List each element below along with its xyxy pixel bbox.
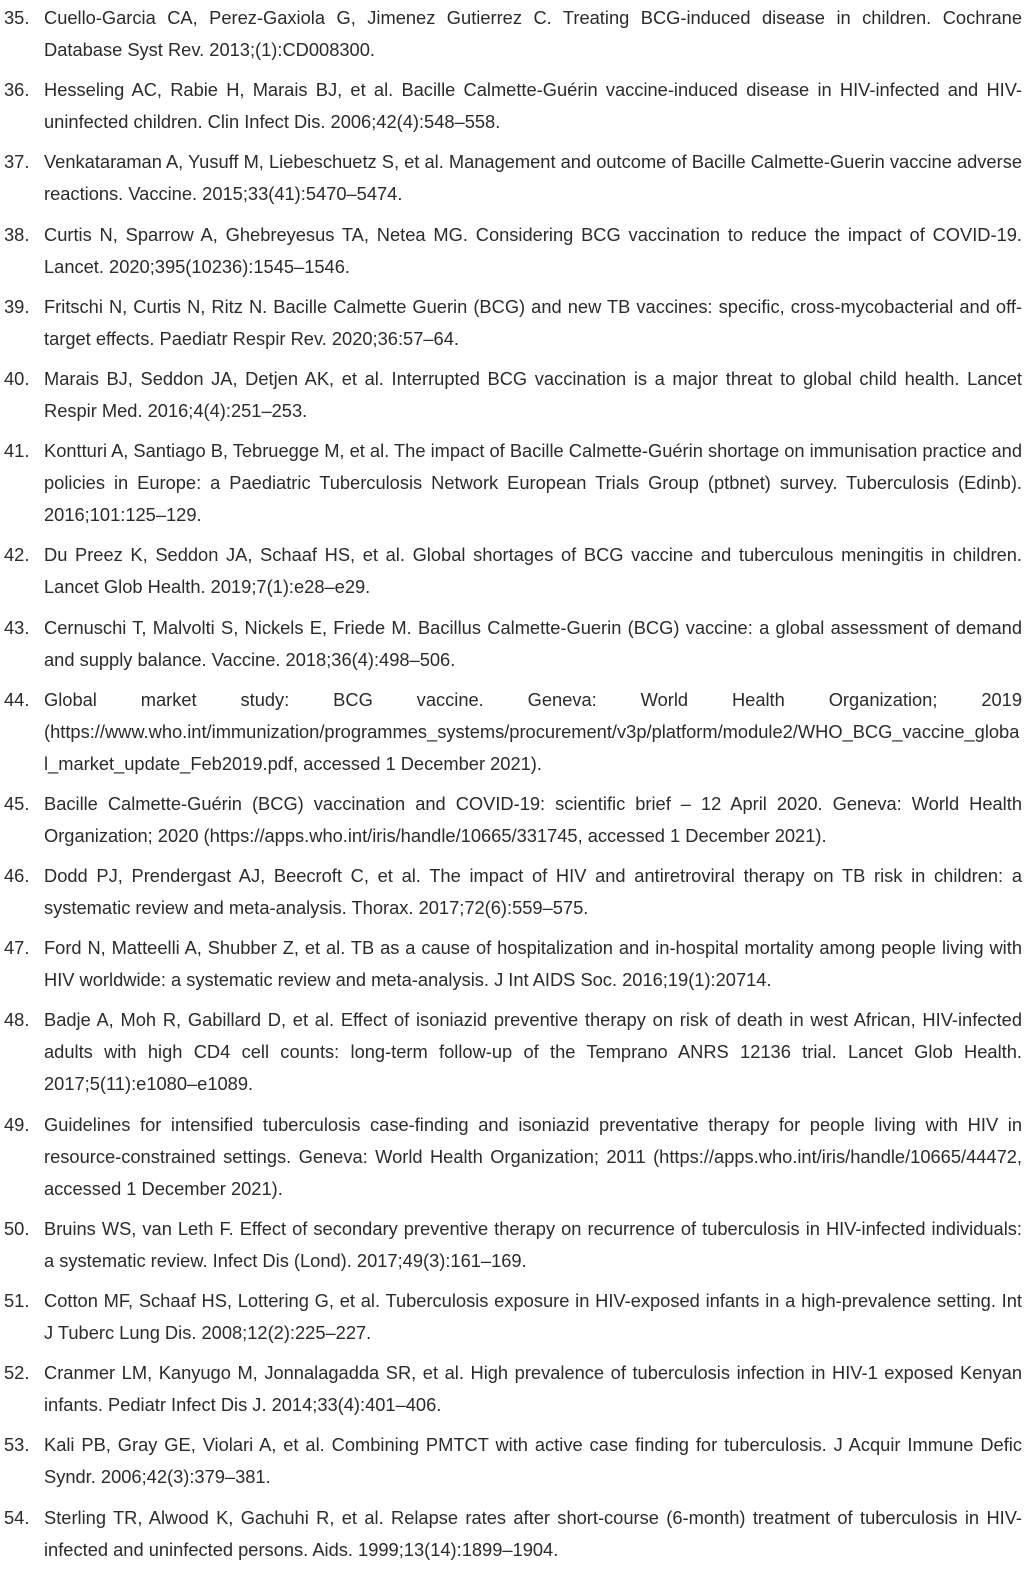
reference-text: Guidelines for intensified tuberculosis case-finding and isoniazid preventative therapy for people living with HIV in resource-constrained settings. Geneva: World Health Organization; 2011 (https://apps.who.int/iris/handle/10665/44472, accessed 1 December 2021).	[44, 1113, 1022, 1199]
reference-text: Bacille Calmette-Guérin (BCG) vaccination and COVID-19: scientific brief – 12 April 2020. Geneva: World Health Organization; 2020 (https://apps.who.int/iris/handle/10665/331745, accessed 1 December 2021).	[44, 792, 1022, 846]
reference-list	[4, 2, 1022, 1574]
reference-number: 52.	[4, 1362, 30, 1384]
reference-text: Du Preez K, Seddon JA, Schaaf HS, et al. Global shortages of BCG vaccine and tuberculous meningitis in children. Lancet Glob Health. 2019;7(1):e28–e29.	[44, 544, 1022, 598]
reference-item	[4, 435, 1022, 531]
reference-item	[4, 1004, 1022, 1100]
reference-item	[4, 1285, 1022, 1349]
reference-number: 36.	[4, 79, 30, 101]
reference-number: 37.	[4, 151, 30, 173]
reference-number: 53.	[4, 1434, 30, 1456]
reference-number: 40.	[4, 367, 30, 389]
reference-item	[4, 612, 1022, 676]
reference-item	[4, 684, 1022, 780]
reference-item	[4, 146, 1022, 210]
reference-number: 42.	[4, 544, 30, 566]
reference-number: 43.	[4, 616, 30, 638]
reference-number: 41.	[4, 440, 30, 462]
reference-item	[4, 1429, 1022, 1493]
reference-number: 48.	[4, 1009, 30, 1031]
reference-number: 50.	[4, 1217, 30, 1239]
reference-number: 38.	[4, 223, 30, 245]
reference-number: 49.	[4, 1113, 30, 1135]
reference-text: Badje A, Moh R, Gabillard D, et al. Effect of isoniazid preventive therapy on risk of death in west African, HIV-infected adults with high CD4 cell counts: long-term follow-up of the Temprano ANRS 12136 trial. Lancet Glob Health. 2017;5(11):e1080–e1089.	[44, 1009, 1022, 1095]
reference-item	[4, 1213, 1022, 1277]
reference-item	[4, 1357, 1022, 1421]
reference-number: 45.	[4, 792, 30, 814]
reference-item	[4, 932, 1022, 996]
reference-item	[4, 2, 1022, 66]
reference-item	[4, 74, 1022, 138]
reference-item	[4, 788, 1022, 852]
reference-item	[4, 363, 1022, 427]
reference-item	[4, 539, 1022, 603]
reference-item	[4, 1502, 1022, 1566]
reference-text: Kali PB, Gray GE, Violari A, et al. Combining PMTCT with active case finding for tuberculosis. J Acquir Immune Defic Syndr. 2006;42(3):379–381.	[44, 1434, 1022, 1488]
reference-text: Dodd PJ, Prendergast AJ, Beecroft C, et al. The impact of HIV and antiretroviral therapy on TB risk in children: a systematic review and meta-analysis. Thorax. 2017;72(6):559–575.	[44, 865, 1022, 919]
reference-text: Global market study: BCG vaccine. Geneva: World Health Organization; 2019 (https://www.who.int/immunization/programmes_systems/procurement/v3p/platform/module2/WHO_BCG_vaccine_global_market_update_Feb2019.pdf, accessed 1 December 2021).	[44, 688, 1022, 774]
reference-text: Cuello-Garcia CA, Perez-Gaxiola G, Jimenez Gutierrez C. Treating BCG-induced disease in children. Cochrane Database Syst Rev. 2013;(1):CD008300.	[44, 7, 1022, 60]
reference-text: Marais BJ, Seddon JA, Detjen AK, et al. Interrupted BCG vaccination is a major threat to global child health. Lancet Respir Med. 2016;4(4):251–253.	[44, 367, 1022, 421]
reference-number: 44.	[4, 688, 30, 710]
reference-item	[4, 219, 1022, 283]
reference-number: 35.	[4, 7, 30, 28]
reference-text: Fritschi N, Curtis N, Ritz N. Bacille Calmette Guerin (BCG) and new TB vaccines: specific, cross-mycobacterial and off-target effects. Paediatr Respir Rev. 2020;36:57–64.	[44, 295, 1022, 349]
reference-text: Cernuschi T, Malvolti S, Nickels E, Friede M. Bacillus Calmette-Guerin (BCG) vaccine: a global assessment of demand and supply balance. Vaccine. 2018;36(4):498–506.	[44, 616, 1022, 670]
reference-text: Ford N, Matteelli A, Shubber Z, et al. TB as a cause of hospitalization and in-hospital mortality among people living with HIV worldwide: a systematic review and meta-analysis. J Int AIDS Soc. 2016;19(1):20714.	[44, 937, 1022, 991]
reference-item	[4, 291, 1022, 355]
reference-number: 46.	[4, 865, 30, 887]
reference-item	[4, 860, 1022, 924]
reference-number: 47.	[4, 937, 30, 959]
reference-text: Bruins WS, van Leth F. Effect of secondary preventive therapy on recurrence of tuberculosis in HIV-infected individuals: a systematic review. Infect Dis (Lond). 2017;49(3):161–169.	[44, 1217, 1022, 1271]
reference-text: Hesseling AC, Rabie H, Marais BJ, et al. Bacille Calmette-Guérin vaccine-induced disease in HIV-infected and HIV-uninfected children. Clin Infect Dis. 2006;42(4):548–558.	[44, 79, 1022, 133]
reference-number: 54.	[4, 1506, 30, 1528]
reference-item	[4, 1109, 1022, 1205]
reference-number: 51.	[4, 1290, 30, 1311]
reference-text: Curtis N, Sparrow A, Ghebreyesus TA, Netea MG. Considering BCG vaccination to reduce the impact of COVID-19. Lancet. 2020;395(10236):1545–1546.	[44, 223, 1022, 277]
reference-text: Venkataraman A, Yusuff M, Liebeschuetz S, et al. Management and outcome of Bacille Calmette-Guerin vaccine adverse reactions. Vaccine. 2015;33(41):5470–5474.	[44, 151, 1022, 205]
reference-text: Cranmer LM, Kanyugo M, Jonnalagadda SR, et al. High prevalence of tuberculosis infection in HIV-1 exposed Kenyan infants. Pediatr Infect Dis J. 2014;33(4):401–406.	[44, 1362, 1022, 1416]
reference-number: 39.	[4, 295, 30, 317]
reference-text: Sterling TR, Alwood K, Gachuhi R, et al. Relapse rates after short-course (6-month) treatment of tuberculosis in HIV-infected and uninfected persons. Aids. 1999;13(14):1899–1904.	[44, 1506, 1022, 1560]
reference-text: Kontturi A, Santiago B, Tebruegge M, et al. The impact of Bacille Calmette-Guérin shortage on immunisation practice and policies in Europe: a Paediatric Tuberculosis Network European Trials Group (ptbnet) survey. Tuberculosis (Edinb). 2016;101:125–129.	[44, 440, 1022, 526]
reference-text: Cotton MF, Schaaf HS, Lottering G, et al. Tuberculosis exposure in HIV-exposed infants in a high-prevalence setting. Int J Tuberc Lung Dis. 2008;12(2):225–227.	[44, 1290, 1022, 1343]
